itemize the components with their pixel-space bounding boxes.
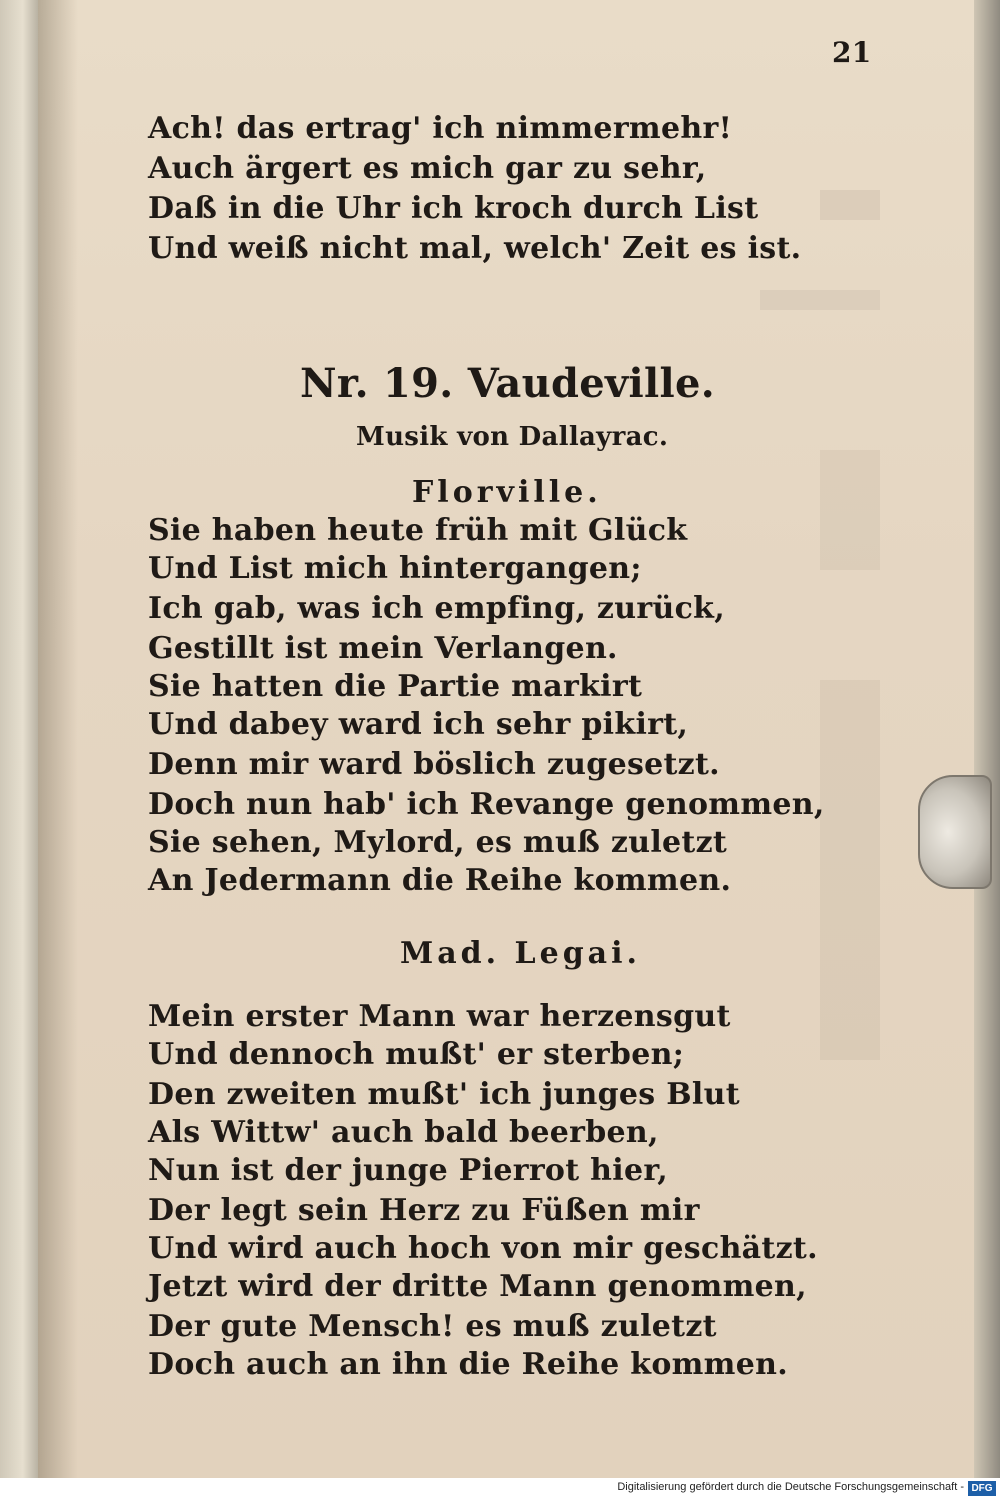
show-through-4: [820, 680, 880, 1060]
verse-line: Und dennoch mußt' er sterben;: [148, 1037, 685, 1072]
page-number: 21: [832, 36, 872, 69]
spine-shadow: [38, 0, 78, 1478]
verse-line: Der gute Mensch! es muß zuletzt: [148, 1309, 717, 1344]
verse-line: Doch nun hab' ich Revange genommen,: [148, 787, 825, 822]
verse-line: Und dabey ward ich sehr pikirt,: [148, 707, 689, 742]
left-page-edge: [0, 0, 38, 1478]
page-clip: [918, 775, 992, 889]
verse-line: Der legt sein Herz zu Füßen mir: [148, 1193, 700, 1228]
verse-line: Nun ist der junge Pierrot hier,: [148, 1153, 669, 1188]
verse-line: Als Wittw' auch bald beerben,: [148, 1115, 659, 1150]
verse-line: Denn mir ward böslich zugesetzt.: [148, 747, 720, 782]
speaker-legai: Mad. Legai.: [400, 936, 641, 971]
verse-line: Jetzt wird der dritte Mann genommen,: [148, 1269, 807, 1304]
footer-bar: [0, 1478, 1000, 1500]
verse-line: Gestillt ist mein Verlangen.: [148, 631, 618, 666]
verse-line: Doch auch an ihn die Reihe kommen.: [148, 1347, 788, 1382]
verse-line: Sie haben heute früh mit Glück: [148, 513, 688, 548]
speaker-florville: Florville.: [412, 475, 602, 510]
verse-line: Und List mich hintergangen;: [148, 551, 642, 586]
verse-line: Ich gab, was ich empfing, zurück,: [148, 591, 725, 626]
right-page-edge: [974, 0, 1000, 1478]
show-through-1: [820, 190, 880, 220]
section-subtitle: Musik von Dallayrac.: [356, 422, 669, 452]
verse-line: Ach! das ertrag' ich nimmermehr!: [148, 111, 733, 146]
funding-credit: Digitalisierung gefördert durch die Deutsche Forschungsgemeinschaft -: [617, 1481, 964, 1493]
dfg-logo[interactable]: DFG: [968, 1481, 996, 1496]
show-through-2: [760, 290, 880, 310]
verse-line: Daß in die Uhr ich kroch durch List: [148, 191, 759, 226]
verse-line: Auch ärgert es mich gar zu sehr,: [148, 151, 707, 186]
verse-line: Und weiß nicht mal, welch' Zeit es ist.: [148, 231, 802, 266]
show-through-3: [820, 450, 880, 570]
verse-line: Mein erster Mann war herzensgut: [148, 999, 731, 1034]
section-title: Nr. 19. Vaudeville.: [300, 360, 716, 407]
verse-line: Sie hatten die Partie markirt: [148, 669, 643, 704]
verse-line: An Jedermann die Reihe kommen.: [148, 863, 732, 898]
verse-line: Und wird auch hoch von mir geschätzt.: [148, 1231, 818, 1266]
verse-line: Sie sehen, Mylord, es muß zuletzt: [148, 825, 728, 860]
verse-line: Den zweiten mußt' ich junges Blut: [148, 1077, 740, 1112]
